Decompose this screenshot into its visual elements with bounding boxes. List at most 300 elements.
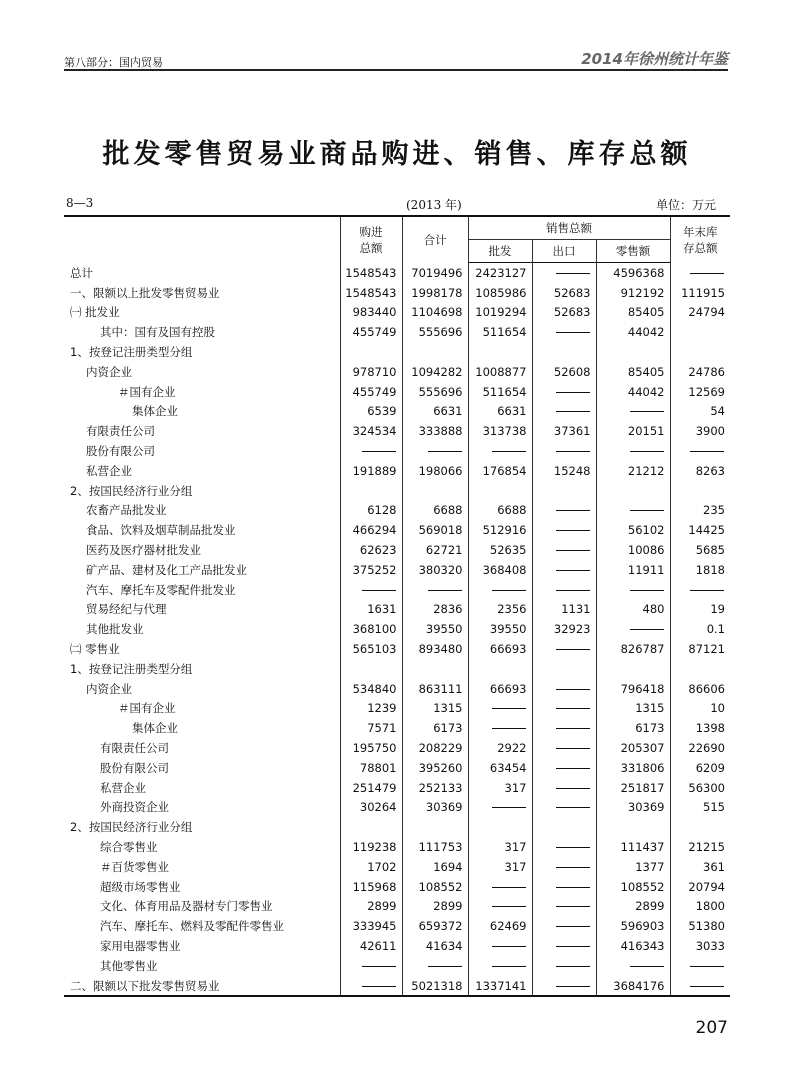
row-label: 其他零售业 — [100, 958, 158, 973]
cell-retail: 416343 — [596, 936, 670, 956]
cell-total — [402, 956, 468, 976]
cell-wholesale: 6631 — [468, 402, 532, 422]
row-label: 农畜产品批发业 — [86, 503, 167, 518]
cell-purchase: 455749 — [340, 382, 402, 402]
cell-export: 32923 — [532, 619, 596, 639]
table-row — [64, 421, 730, 441]
cell-wholesale: 1085986 — [468, 283, 532, 303]
cell-stock — [670, 659, 730, 679]
cell-wholesale: 2423127 — [468, 263, 532, 283]
dash-mark — [630, 451, 664, 452]
cell-stock: 1800 — [670, 897, 730, 917]
cell-purchase: 1548543 — [340, 283, 402, 303]
cell-total — [402, 342, 468, 362]
cell-total: 198066 — [402, 461, 468, 481]
row-label: 汽车、摩托车、燃料及零配件零售业 — [100, 919, 284, 934]
cell-wholesale — [468, 877, 532, 897]
cell-wholesale — [468, 956, 532, 976]
page-number: 207 — [695, 1018, 728, 1038]
cell-retail: 44042 — [596, 382, 670, 402]
row-label: ＃百货零售业 — [100, 859, 169, 874]
cell-export — [532, 897, 596, 917]
cell-wholesale: 512916 — [468, 520, 532, 540]
header-export: 出口 — [532, 240, 596, 263]
cell-stock: 22690 — [670, 738, 730, 758]
dash-mark — [362, 451, 396, 452]
cell-total: 39550 — [402, 619, 468, 639]
cell-retail: 331806 — [596, 758, 670, 778]
table-row — [64, 936, 730, 956]
table-row — [64, 501, 730, 521]
dash-mark — [556, 748, 590, 749]
dash-mark — [690, 986, 724, 987]
cell-purchase: 1548543 — [340, 263, 402, 283]
cell-retail: 11911 — [596, 560, 670, 580]
cell-purchase: 534840 — [340, 679, 402, 699]
cell-retail: 6173 — [596, 718, 670, 738]
dash-mark — [556, 649, 590, 650]
cell-purchase — [340, 817, 402, 837]
row-label: 1、按登记注册类型分组 — [70, 345, 193, 360]
cell-total: 555696 — [402, 322, 468, 342]
cell-total: 2899 — [402, 897, 468, 917]
dash-mark — [630, 411, 664, 412]
dash-mark — [492, 966, 526, 967]
cell-total: 41634 — [402, 936, 468, 956]
cell-total: 30369 — [402, 798, 468, 818]
cell-export — [532, 837, 596, 857]
row-label: ㈡ 零售业 — [70, 642, 120, 657]
cell-export — [532, 382, 596, 402]
row-label: 总计 — [70, 265, 93, 280]
cell-stock — [670, 817, 730, 837]
table-row — [64, 798, 730, 818]
cell-total: 2836 — [402, 600, 468, 620]
cell-export — [532, 402, 596, 422]
dash-mark — [556, 510, 590, 511]
table-row — [64, 303, 730, 323]
cell-purchase: 1239 — [340, 699, 402, 719]
cell-wholesale: 1337141 — [468, 976, 532, 997]
cell-wholesale: 317 — [468, 857, 532, 877]
dash-mark — [556, 550, 590, 551]
dash-mark — [630, 966, 664, 967]
cell-export — [532, 718, 596, 738]
dash-mark — [362, 590, 396, 591]
cell-retail — [596, 659, 670, 679]
cell-total: 252133 — [402, 778, 468, 798]
table-row — [64, 857, 730, 877]
header-sales-group: 销售总额 — [468, 216, 670, 240]
cell-stock: 86606 — [670, 679, 730, 699]
cell-retail: 205307 — [596, 738, 670, 758]
dash-mark — [556, 530, 590, 531]
dash-mark — [492, 906, 526, 907]
cell-stock — [670, 956, 730, 976]
dash-mark — [492, 946, 526, 947]
row-label: ＃国有企业 — [118, 384, 176, 399]
cell-purchase: 983440 — [340, 303, 402, 323]
row-label: 其中：国有及国有控股 — [100, 325, 215, 340]
cell-wholesale — [468, 936, 532, 956]
cell-purchase: 115968 — [340, 877, 402, 897]
cell-stock: 51380 — [670, 916, 730, 936]
header-item — [64, 216, 340, 263]
dash-mark — [556, 788, 590, 789]
cell-wholesale — [468, 817, 532, 837]
cell-retail — [596, 817, 670, 837]
cell-purchase: 455749 — [340, 322, 402, 342]
table-row — [64, 461, 730, 481]
table-row — [64, 263, 730, 283]
cell-wholesale — [468, 718, 532, 738]
cell-purchase: 978710 — [340, 362, 402, 382]
dash-mark — [556, 887, 590, 888]
cell-purchase: 62623 — [340, 540, 402, 560]
cell-export — [532, 501, 596, 521]
dash-mark — [492, 590, 526, 591]
cell-retail: 796418 — [596, 679, 670, 699]
row-label: 股份有限公司 — [86, 444, 155, 459]
cell-retail: 21212 — [596, 461, 670, 481]
cell-retail: 108552 — [596, 877, 670, 897]
table-row — [64, 481, 730, 501]
cell-retail: 1377 — [596, 857, 670, 877]
cell-total — [402, 659, 468, 679]
dash-mark — [428, 590, 462, 591]
row-label: 1、按登记注册类型分组 — [70, 661, 193, 676]
cell-total: 395260 — [402, 758, 468, 778]
row-label: 有限责任公司 — [86, 424, 155, 439]
cell-wholesale — [468, 481, 532, 501]
dash-mark — [556, 451, 590, 452]
dash-mark — [492, 728, 526, 729]
cell-total: 111753 — [402, 837, 468, 857]
cell-total: 208229 — [402, 738, 468, 758]
cell-total: 5021318 — [402, 976, 468, 997]
cell-retail: 30369 — [596, 798, 670, 818]
cell-export — [532, 560, 596, 580]
table-row — [64, 837, 730, 857]
cell-stock: 6209 — [670, 758, 730, 778]
dash-mark — [630, 590, 664, 591]
table-row — [64, 600, 730, 620]
row-label: 内资企业 — [86, 681, 132, 696]
dash-mark — [556, 926, 590, 927]
cell-stock: 12569 — [670, 382, 730, 402]
dash-mark — [556, 332, 590, 333]
row-label: ㈠ 批发业 — [70, 305, 120, 320]
cell-purchase — [340, 956, 402, 976]
cell-retail: 20151 — [596, 421, 670, 441]
cell-retail: 480 — [596, 600, 670, 620]
dash-mark — [492, 451, 526, 452]
cell-purchase: 7571 — [340, 718, 402, 738]
dash-mark — [556, 708, 590, 709]
dash-mark — [556, 986, 590, 987]
cell-retail: 3684176 — [596, 976, 670, 997]
section-title: 第八部分：国内贸易 — [64, 56, 163, 69]
row-label: 股份有限公司 — [100, 760, 169, 775]
cell-stock: 3900 — [670, 421, 730, 441]
cell-retail — [596, 441, 670, 461]
cell-total: 333888 — [402, 421, 468, 441]
row-label: 外商投资企业 — [100, 800, 169, 815]
header-total: 合计 — [402, 216, 468, 263]
table-row — [64, 619, 730, 639]
table-row — [64, 639, 730, 659]
dash-mark — [690, 966, 724, 967]
cell-retail: 85405 — [596, 362, 670, 382]
cell-export — [532, 659, 596, 679]
cell-export — [532, 916, 596, 936]
cell-total: 1094282 — [402, 362, 468, 382]
cell-retail: 85405 — [596, 303, 670, 323]
cell-export — [532, 322, 596, 342]
table-row — [64, 342, 730, 362]
cell-export — [532, 956, 596, 976]
cell-stock: 19 — [670, 600, 730, 620]
dash-mark — [492, 887, 526, 888]
cell-export: 37361 — [532, 421, 596, 441]
header-rule — [64, 69, 728, 71]
row-label: 私营企业 — [100, 780, 146, 795]
cell-retail: 4596368 — [596, 263, 670, 283]
cell-purchase: 119238 — [340, 837, 402, 857]
row-label: 食品、饮料及烟草制品批发业 — [86, 523, 236, 538]
table-row — [64, 738, 730, 758]
cell-purchase: 333945 — [340, 916, 402, 936]
cell-export: 52608 — [532, 362, 596, 382]
row-label: ＃国有企业 — [118, 701, 176, 716]
dash-mark — [362, 966, 396, 967]
cell-wholesale — [468, 798, 532, 818]
cell-total — [402, 817, 468, 837]
table-row — [64, 402, 730, 422]
dash-mark — [556, 570, 590, 571]
cell-total: 569018 — [402, 520, 468, 540]
row-label: 二、限额以下批发零售贸易业 — [64, 976, 340, 997]
cell-retail — [596, 402, 670, 422]
page-header — [64, 46, 728, 72]
cell-export: 52683 — [532, 283, 596, 303]
cell-wholesale: 511654 — [468, 322, 532, 342]
row-label: 其他批发业 — [86, 622, 144, 637]
row-label: 综合零售业 — [100, 840, 158, 854]
cell-wholesale: 368408 — [468, 560, 532, 580]
cell-stock: 10 — [670, 699, 730, 719]
cell-purchase: 375252 — [340, 560, 402, 580]
table-row — [64, 718, 730, 738]
cell-purchase: 6539 — [340, 402, 402, 422]
cell-wholesale: 39550 — [468, 619, 532, 639]
cell-purchase — [340, 659, 402, 679]
cell-retail — [596, 481, 670, 501]
cell-purchase: 324534 — [340, 421, 402, 441]
cell-stock — [670, 263, 730, 283]
row-label: 矿产品、建材及化工产品批发业 — [86, 562, 247, 577]
cell-export — [532, 738, 596, 758]
dash-mark — [556, 847, 590, 848]
cell-stock: 87121 — [670, 639, 730, 659]
dash-mark — [630, 629, 664, 630]
cell-wholesale — [468, 897, 532, 917]
header-purchase-line2: 总额 — [359, 240, 383, 255]
cell-wholesale: 66693 — [468, 679, 532, 699]
dash-mark — [630, 510, 664, 511]
cell-purchase: 42611 — [340, 936, 402, 956]
table-year: (2013 年) — [406, 198, 462, 212]
row-label: 超级市场零售业 — [100, 879, 181, 894]
table-body — [64, 263, 730, 997]
dash-mark — [556, 906, 590, 907]
header-retail: 零售额 — [596, 240, 670, 263]
table-row — [64, 540, 730, 560]
cell-total: 6631 — [402, 402, 468, 422]
cell-retail: 1315 — [596, 699, 670, 719]
row-label: 2、按国民经济行业分组 — [70, 820, 193, 835]
table-row — [64, 679, 730, 699]
cell-retail — [596, 580, 670, 600]
table-row — [64, 659, 730, 679]
dash-mark — [556, 392, 590, 393]
cell-stock: 111915 — [670, 283, 730, 303]
cell-wholesale: 2922 — [468, 738, 532, 758]
cell-wholesale — [468, 659, 532, 679]
cell-export — [532, 778, 596, 798]
cell-retail: 44042 — [596, 322, 670, 342]
cell-export — [532, 540, 596, 560]
cell-stock — [670, 976, 730, 997]
cell-stock: 235 — [670, 501, 730, 521]
cell-stock: 54 — [670, 402, 730, 422]
cell-stock: 515 — [670, 798, 730, 818]
table-row — [64, 817, 730, 837]
cell-export — [532, 342, 596, 362]
dash-mark — [556, 411, 590, 412]
dash-mark — [556, 867, 590, 868]
yearbook-title: 2014年徐州统计年鉴 — [581, 50, 728, 68]
cell-retail: 251817 — [596, 778, 670, 798]
cell-wholesale: 317 — [468, 837, 532, 857]
cell-total: 893480 — [402, 639, 468, 659]
cell-total: 1694 — [402, 857, 468, 877]
cell-wholesale: 1019294 — [468, 303, 532, 323]
cell-wholesale — [468, 580, 532, 600]
table-row — [64, 897, 730, 917]
cell-total: 6688 — [402, 501, 468, 521]
row-label: 私营企业 — [86, 463, 132, 478]
table-row — [64, 916, 730, 936]
cell-retail: 2899 — [596, 897, 670, 917]
cell-stock: 3033 — [670, 936, 730, 956]
cell-purchase: 6128 — [340, 501, 402, 521]
dash-mark — [428, 451, 462, 452]
cell-wholesale: 62469 — [468, 916, 532, 936]
cell-total: 108552 — [402, 877, 468, 897]
cell-retail — [596, 619, 670, 639]
table-meta — [64, 196, 728, 214]
header-wholesale: 批发 — [468, 240, 532, 263]
header-purchase-line1: 购进 — [359, 224, 383, 239]
cell-retail — [596, 501, 670, 521]
cell-total: 62721 — [402, 540, 468, 560]
row-label: 2、按国民经济行业分组 — [70, 483, 193, 498]
data-table — [64, 215, 730, 997]
dash-mark — [556, 768, 590, 769]
header-stock-line2: 存总额 — [683, 240, 718, 255]
table-row — [64, 520, 730, 540]
table-row — [64, 758, 730, 778]
cell-total: 380320 — [402, 560, 468, 580]
table-row — [64, 877, 730, 897]
cell-stock: 8263 — [670, 461, 730, 481]
cell-export — [532, 520, 596, 540]
dash-mark — [556, 273, 590, 274]
dash-mark — [492, 807, 526, 808]
cell-retail — [596, 956, 670, 976]
cell-total: 6173 — [402, 718, 468, 738]
cell-export: 1131 — [532, 600, 596, 620]
row-label: 集体企业 — [132, 721, 178, 736]
row-label: 一、限额以上批发零售贸易业 — [70, 285, 220, 300]
cell-purchase — [340, 976, 402, 997]
cell-purchase: 2899 — [340, 897, 402, 917]
page-title: 批发零售贸易业商品购进、销售、库存总额 — [102, 139, 692, 170]
dash-mark — [556, 966, 590, 967]
cell-purchase: 1702 — [340, 857, 402, 877]
cell-retail: 56102 — [596, 520, 670, 540]
cell-stock: 361 — [670, 857, 730, 877]
table-row — [64, 362, 730, 382]
cell-wholesale: 317 — [468, 778, 532, 798]
cell-purchase: 78801 — [340, 758, 402, 778]
cell-total — [402, 441, 468, 461]
cell-wholesale — [468, 342, 532, 362]
cell-retail: 912192 — [596, 283, 670, 303]
header-stock — [670, 216, 730, 263]
cell-retail: 10086 — [596, 540, 670, 560]
header-stock-line1: 年末库 — [683, 224, 718, 239]
cell-export — [532, 699, 596, 719]
row-label: 文化、体育用品及器材专门零售业 — [100, 899, 273, 914]
cell-export — [532, 817, 596, 837]
cell-stock: 21215 — [670, 837, 730, 857]
cell-stock — [670, 441, 730, 461]
cell-retail: 111437 — [596, 837, 670, 857]
cell-export — [532, 679, 596, 699]
cell-retail: 826787 — [596, 639, 670, 659]
cell-total — [402, 481, 468, 501]
table-row — [64, 283, 730, 303]
cell-stock: 24794 — [670, 303, 730, 323]
cell-stock — [670, 342, 730, 362]
cell-stock: 20794 — [670, 877, 730, 897]
cell-purchase: 565103 — [340, 639, 402, 659]
header-purchase — [340, 216, 402, 263]
table-row — [64, 699, 730, 719]
cell-export: 15248 — [532, 461, 596, 481]
cell-wholesale: 52635 — [468, 540, 532, 560]
cell-purchase — [340, 342, 402, 362]
row-label: 有限责任公司 — [100, 741, 169, 756]
cell-stock: 24786 — [670, 362, 730, 382]
row-label: 集体企业 — [132, 404, 178, 419]
cell-wholesale: 176854 — [468, 461, 532, 481]
cell-stock — [670, 322, 730, 342]
cell-export — [532, 758, 596, 778]
table-row — [64, 441, 730, 461]
